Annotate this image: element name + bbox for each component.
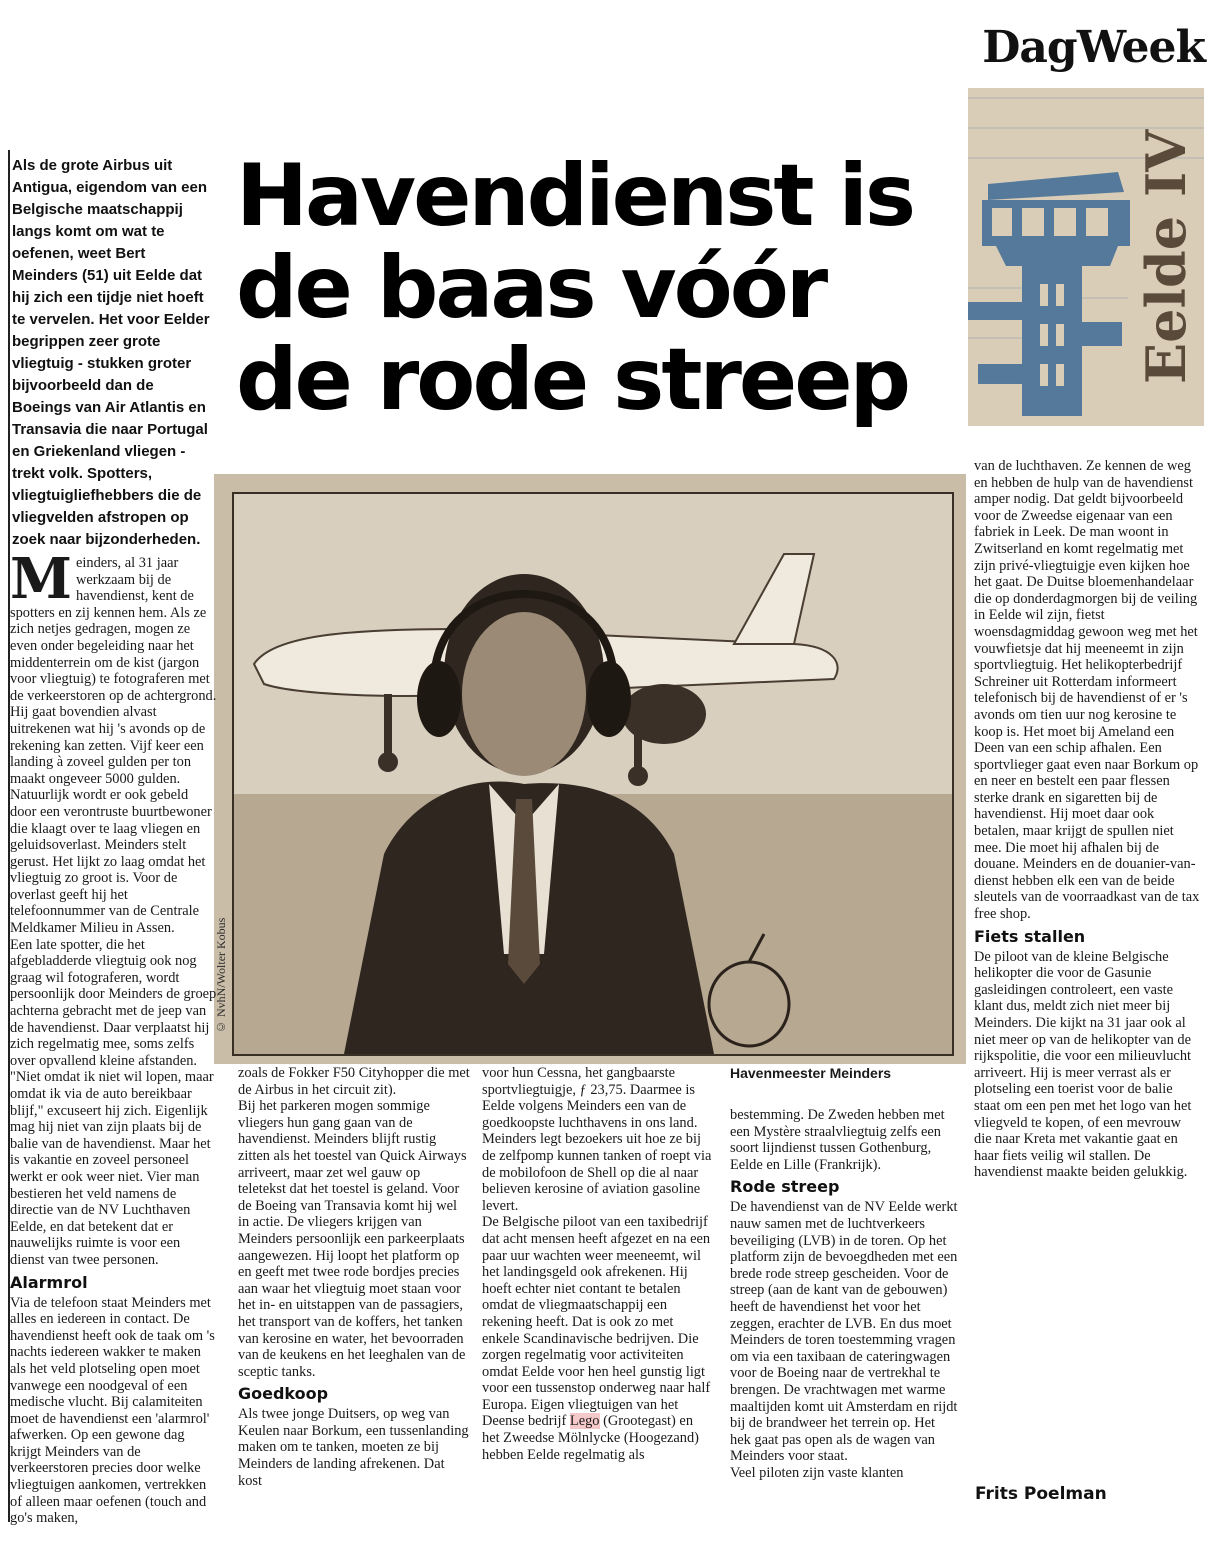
article-column-5: [974, 458, 1202, 1181]
masthead: DagWeek: [982, 22, 1205, 73]
photo-credit: © NvhN/Wolter Kobus: [214, 917, 228, 1034]
article-column-2: [238, 1065, 470, 1489]
photo-frame: [232, 492, 954, 1056]
photo-illustration: [234, 494, 952, 1054]
subhead-rode-streep: Rode streep: [730, 1177, 840, 1197]
headline-line-3: de rode streep: [236, 330, 909, 430]
body-paragraph-4: zoals de Fokker F50 Cityhopper die met de Airbus in het circuit zit).: [238, 1065, 470, 1098]
body-paragraph-1: [10, 546, 218, 937]
series-label: Eelde IV: [1134, 129, 1198, 385]
body-paragraph-8-text: De Belgische piloot van een taxibedrijf dat acht mensen heeft afgezet en na een paar uur wachten weer meeneemt, wil het landingsgeld ook afrekenen. Hij hoeft echter niet contant te betalen omdat de vliegmaatschappij een rekening heeft. Dat is ook zo met enkele Scandinavische bedrijven. Die zorgen regelmatig voor activiteiten omdat Eelde voor hen heel gunstig ligt voor een tussenstop onderweg naar half Europa. Eigen vliegtuigen van het Deense bedrijf: [482, 1214, 711, 1430]
body-paragraph-3: Via de telefoon staat Meinders met alles en iedereen in contact. De havendienst heeft ook de taak om 's nachts iedereen wakker te maken als het veld plotseling open moet vanwege een noodgeval of een medische vlucht. Bij calamiteiten moet de havendienst een 'alarmrol' afwerken. Op een gewone dag krijgt Meinders van de verkeerstoren precies door welke vliegtuigen aankomen, vertrekken of alleen maar oefenen (touch and go's maken,: [10, 1294, 215, 1527]
photo-caption: Havenmeester Meinders: [730, 1065, 892, 1081]
series-emblem: [968, 88, 1204, 426]
body-paragraph-10: De havendienst van de NV Eelde werkt nauw samen met de luchtverkeers beveiliging (LVB) in de toren. Op het platform zijn de bevoegdheden met een brede rode streep gescheiden. Voor de streep (aan de kant van de gebouwen) heeft de havendienst het voor het zeggen, erachter de LVB. En dus moet Meinders de toren toestemming vragen om via een taxibaan de cateringwagen voor de Boeing naar de vertrekhal te brengen. De vrachtwagen met warme maaltijden komt uit Amsterdam en rijdt bij de brandweer het terrein op. Het hek gaat pas open als de wagen van Meinders voor staat.: [730, 1199, 958, 1465]
body-paragraph-8-rest: (Grootegast) en het Zweedse Mölnlycke (Hoogezand) hebben Eelde regelmatig als: [482, 1413, 699, 1463]
body-paragraph-13: De piloot van de kleine Belgische helikopter die voor de Gasunie gasleidingen controleert, een vaste klant dus, meldt zich niet meer bij Meinders. Die kijkt na 31 jaar ook al niet meer op van de helikopter van de rijkspolitie, die voor een milieuvlucht arriveert. Hij is meer verrast als er plotseling een toerist voor de balie staat om een pen met het logo van het vliegveld te kopen, of een mevrouw die naar Kreta met vakantie gaat en haar fiets veilig wil stallen. De havendienst maakte beiden gelukkig.: [974, 948, 1192, 1181]
news-photo: [214, 474, 966, 1064]
subhead-alarmrol: Alarmrol: [10, 1272, 88, 1292]
body-paragraph-11: Veel piloten zijn vaste klanten: [730, 1464, 904, 1481]
body-paragraph-1-text: einders, al 31 jaar werkzaam bij de havendienst, kent de spotters en zij kennen hem. Als ze zich netjes gedragen, mogen ze even onder begeleiding naar het middenterrein om de kist (jargon voor vliegtuig) te fotograferen met de verkeerstoren op de achtergrond. Hij gaat bovendien alvast uitrekenen wat hij 's avonds op de rekening kan zetten. Vijf keer een landing à zoveel gulden per ton maakt ongeveer 5000 gulden. Natuurlijk wordt er ook gebeld door een verontruste buurtbewoner die klaagt over te laag vliegen en geluidsoverlast. Meinders stelt gerust. Het lijkt zo laag omdat het vliegtuig zo groot is. Voor de overlast geeft hij het telefoonnummer van de Centrale Meldkamer Milieu in Assen.: [10, 555, 217, 937]
headline: [236, 146, 936, 430]
drop-cap: M: [10, 546, 72, 612]
body-paragraph-6: Als twee jonge Duitsers, op weg van Keulen naar Borkum, een tussenlanding maken om te tanken, moeten ze bij Meinders de landing afrekenen. Dat kost: [238, 1406, 469, 1489]
body-paragraph-9: bestemming. De Zweden hebben met een Mystère straalvliegtuig zelfs een soort lijndienst tussen Gothenburg, Eelde en Lille (Frankrijk).: [730, 1107, 945, 1173]
headline-line-2: de baas vóór: [236, 238, 826, 338]
subhead-goedkoop: Goedkoop: [238, 1384, 329, 1404]
subhead-fiets-stallen: Fiets stallen: [974, 926, 1086, 946]
body-paragraph-12: van de luchthaven. Ze kennen de weg en hebben de hulp van de havendienst amper nodig. Dat geldt bijvoorbeeld voor de Zweedse eigenaar van een fabriek in Leek. De man woont in Zwitserland en komt regelmatig met zijn privé-vliegtuigje even kijken hoe het gaat. De Duitse bloemenhandelaar die op donderdagmorgen bij de veiling in Eelde wil zijn, fietst woensdagmiddag gewoon weg met het vouwfietsje dat hij meeneemt in zijn sportvliegtuig. Het helikopterbedrijf Schreiner uit Rotterdam informeert telefonisch bij de havendienst of er 's avonds om tien uur nog kerosine te koop is. Het moet bij Ameland een Deen van een schip afhalen. Een sportvlieger gaat even naar Borkum op en neer en bestelt een paar flessen sterke drank en sigaretten bij de havendienst. Hij moet daar ook betalen, maar krijgt de spullen niet mee. Die moet hij afhalen bij de douane. Meinders en de douanier-van-dienst hebben elk een van de beide sleutels van de voorraadkast van de tax free shop.: [974, 458, 1200, 923]
body-paragraph-2: Een late spotter, die het afgebladderde vliegtuig ook nog graag wil fotograferen, wordt persoonlijk door Meinders de groep achterna gebracht met de jeep van de havendienst. Daar verplaatst hij zich regelmatig mee, soms zelfs over opvallend kleine afstanden. "Niet omdat ik niet wil lopen, maar omdat ik via de auto bereikbaar blijf," excuseert hij zich. Eigenlijk mag hij niet van zijn plaats bij de balie van de havendienst. Maar het is vakantie en zoveel personeel werkt er ook weer niet. Vier man bestieren het veld namens de directie van de NV Luchthaven Eelde, en dat betekent dat er nauwelijks ruimte is voor een dienst van twee personen.: [10, 936, 217, 1268]
lead-paragraph: Als de grote Airbus uit Antigua, eigendom van een Belgische maatschappij langs komt om wat te oefenen, weet Bert Meinders (51) uit Eelde dat hij zich een tijdje niet hoeft te vervelen. Het voor Eelder begrippen zeer grote vliegtuig - stukken groter bijvoorbeeld dan de Boeings van Air Atlantis en Transavia die naar Portugal en Griekenland vliegen - trekt volk. Spotters, vliegtuigliefhebbers die de vliegvelden afstropen op zoek naar bijzonderheden.: [12, 157, 210, 548]
article-column-3: [482, 1065, 714, 1463]
headline-line-1: Havendienst is: [236, 146, 914, 246]
article-column-1: [10, 546, 218, 1527]
highlighted-word: Lego: [569, 1413, 600, 1430]
article-column-4: [730, 1065, 958, 1481]
body-paragraph-8: [482, 1214, 714, 1463]
body-paragraph-7: voor hun Cessna, het gangbaarste sportvliegtuigje, ƒ 23,75. Daarmee is Eelde volgens Meinders een van de goedkoopste luchthavens in ons land. Meinders legt bezoekers uit hoe ze bij de zelfpomp kunnen tanken of roept via de mobilofoon de Shell op die al naar believen kerosine of aviation gasoline levert.: [482, 1065, 712, 1214]
body-paragraph-5: Bij het parkeren mogen sommige vliegers hun gang gaan van de havendienst. Meinders blijft rustig zitten als het toestel van Quick Airways arriveert, maar zet wel gauw op teletekst dat het toestel is geland. Voor de Boeing van Transavia komt hij wel in actie. De vliegers krijgen van Meinders persoonlijk een parkeerplaats aangewezen. Hij loopt het platform op en geeft met twee rode bordjes precies aan waar het vliegtuig moet staan voor het in- en uitstappen van de passagiers, het transport van de koffers, het tanken van kerosine en water, het bevoorraden van de keukens en het leeghalen van de sceptic tanks.: [238, 1098, 467, 1380]
byline: Frits Poelman: [975, 1484, 1107, 1504]
